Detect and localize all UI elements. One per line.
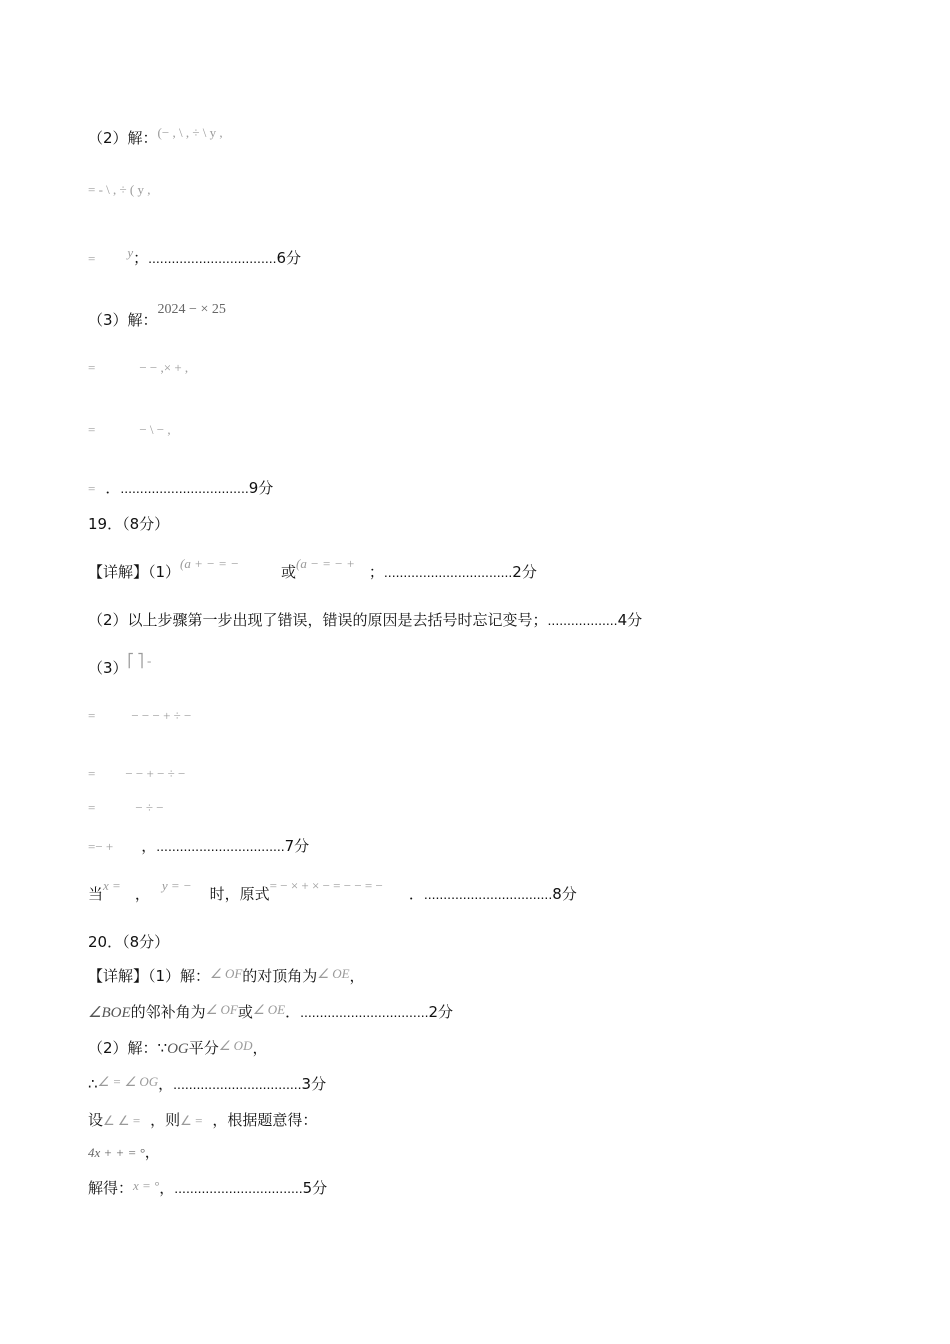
q20-l5-c: ，根据题意得： (212, 1111, 318, 1129)
q20-l3-og: OG (167, 1041, 189, 1057)
q20-l3-label: （2）解：∵ (88, 1039, 168, 1057)
q19-step4-expr: − + (95, 839, 114, 854)
q19-result: = − × + × − = − − = − (269, 878, 383, 893)
q20-l5-a: 设 (88, 1111, 104, 1129)
q20-l7-dots: ................................. (174, 1180, 303, 1196)
q20-l5-expr1: ∠ ∠ = (103, 1113, 141, 1128)
q19-detail-label: 【详解】（1） (88, 563, 181, 581)
q19-final (88, 878, 577, 905)
q20-l2-dots: ................................. (300, 1004, 429, 1020)
q20-l4-label: ∴ (88, 1075, 98, 1093)
q19-step2 (88, 764, 185, 784)
q20-l3-text: 平分 (188, 1039, 219, 1057)
q20-line1 (88, 966, 365, 987)
q19-p3-label: （3） (88, 659, 128, 677)
q19-p3-bracket: ⎡ ⎤ - (127, 653, 152, 668)
q18-p2-dots: ................................. (148, 250, 277, 266)
q20-l2-or: 或 (237, 1003, 253, 1021)
eq-sign: = (88, 360, 96, 375)
eq-sign: = (88, 800, 96, 815)
q20-l7-expr: x = ° (133, 1178, 160, 1193)
q20-line7 (88, 1178, 327, 1199)
q20-l1-angle2: ∠ OE (317, 966, 350, 981)
q18-p2-step2 (88, 245, 302, 269)
q19-score2: 4分 (617, 611, 643, 629)
q20-line5 (88, 1110, 317, 1131)
q20-l1-label: 【详解】（1）解： (88, 967, 211, 985)
q20-l1-angle1: ∠ OF (210, 966, 243, 981)
q20-l5-expr2: ∠ = (180, 1113, 203, 1128)
q18-p2-step2-var: y (127, 245, 134, 260)
q19-step4-sep: ， (141, 837, 157, 855)
q19-score4: 8分 (552, 885, 577, 903)
eq-sign: = (88, 708, 96, 723)
q18-p3-label: （3）解： (88, 311, 158, 329)
q19-step2-expr: − − + − ÷ − (125, 766, 186, 781)
q20-l2-sep: ． (285, 1003, 301, 1021)
q19-time-text: 时，原式 (209, 885, 270, 903)
q19-sep1: ； (368, 563, 384, 581)
q20-l7-label: 解得： (88, 1179, 134, 1197)
q20-l3-end: ， (252, 1039, 268, 1057)
q20-l3-angle: ∠ OD (218, 1038, 253, 1053)
q18-p3-step3 (88, 478, 273, 499)
eq-sign: = (88, 251, 96, 266)
q19-end-sep: ． (408, 885, 424, 903)
q18-p3-step2 (88, 420, 171, 440)
eq-sign: = (88, 766, 96, 781)
q20-l7-sep: ， (159, 1179, 175, 1197)
q19-x-eq: x = (103, 878, 121, 893)
q19-expr-b: (a − = − + (295, 556, 355, 571)
q20-l4-sep: ， (158, 1075, 174, 1093)
q18-p3-step1-expr: − − ,× + , (139, 360, 189, 375)
q20-l4-dots: ................................. (173, 1076, 302, 1092)
eq-sign: = (88, 182, 96, 197)
q20-l2-angle3: ∠ OE (252, 1002, 286, 1017)
q19-dots1: ................................. (383, 564, 513, 580)
eq-sign: = (88, 422, 96, 437)
q19-or: 或 (280, 563, 296, 581)
q19-line2 (88, 610, 642, 631)
q18-p2-expr: (− , \ , ÷ \ y , (157, 125, 223, 140)
q18-p3-step3-sep: ． (105, 479, 121, 497)
eq-sign: = (88, 839, 96, 854)
q20-line6 (88, 1142, 160, 1163)
q19-step4 (88, 836, 309, 857)
q19-step3-expr: − ÷ − (135, 800, 164, 815)
q19-score3: 7分 (284, 837, 310, 855)
q19-step3 (88, 798, 164, 818)
q20-line3 (88, 1038, 267, 1059)
q20-title (88, 932, 169, 953)
q18-p2-label: （2）解： (88, 129, 158, 147)
q18-p2-line (88, 125, 223, 149)
q19-comma: ， (134, 885, 150, 903)
q18-p3-line (88, 302, 226, 332)
q18-p2-step2-sep: ； (133, 249, 149, 267)
q20-l1-end: ， (349, 967, 365, 985)
q19-dots2: .................. (547, 612, 618, 628)
q19-step1-expr: − − − + ÷ − (131, 708, 192, 723)
q20-title-text: 20．（8分） (88, 933, 170, 951)
q19-title (88, 514, 169, 535)
q20-l6-expr: 4x + + = ° (88, 1145, 145, 1160)
q20-l2-angle: ∠BOE (88, 1005, 131, 1021)
q19-title-text: 19．（8分） (88, 515, 170, 533)
q18-p3-score: 9分 (248, 479, 274, 497)
q18-p3-step2-expr: − \ − , (139, 422, 171, 437)
q20-l5-b: ，则 (150, 1111, 181, 1129)
q20-l2-score: 2分 (428, 1003, 454, 1021)
q20-l4-score: 3分 (301, 1075, 327, 1093)
q19-p3-line (88, 653, 152, 679)
q20-l1-text: 的对顶角为 (242, 967, 318, 985)
q19-line1 (88, 556, 537, 583)
q19-line2-text: （2）以上步骤第一步出现了错误，错误的原因是去括号时忘记变号； (88, 611, 548, 629)
q18-p2-step1 (88, 180, 151, 200)
q20-l4-expr: ∠ = ∠ OG (97, 1074, 159, 1089)
q19-step1 (88, 706, 191, 726)
q20-l7-score: 5分 (302, 1179, 328, 1197)
q20-l2-angle2: ∠ OF (205, 1002, 238, 1017)
q18-p2-step1-expr: - \ , ÷ ( y , (95, 182, 151, 197)
q18-p3-dots: ................................. (120, 480, 249, 496)
q20-line4 (88, 1074, 326, 1095)
eq-sign: = (88, 481, 96, 496)
q20-l6-end: ， (144, 1143, 160, 1161)
q20-l2-text: 的邻补角为 (130, 1003, 206, 1021)
q19-dots3: ................................. (156, 838, 285, 854)
q18-p2-score: 6分 (276, 249, 302, 267)
q19-score1: 2分 (512, 563, 537, 581)
q18-p3-step1 (88, 358, 188, 378)
q18-p3-expr: 2024 − × 25 (157, 302, 226, 317)
q20-line2 (88, 1002, 453, 1023)
q19-when: 当 (88, 885, 104, 903)
q19-y-eq: y = − (161, 878, 192, 893)
q19-dots4: ................................. (423, 886, 553, 902)
q19-expr-a: (a + − = − (180, 556, 239, 571)
